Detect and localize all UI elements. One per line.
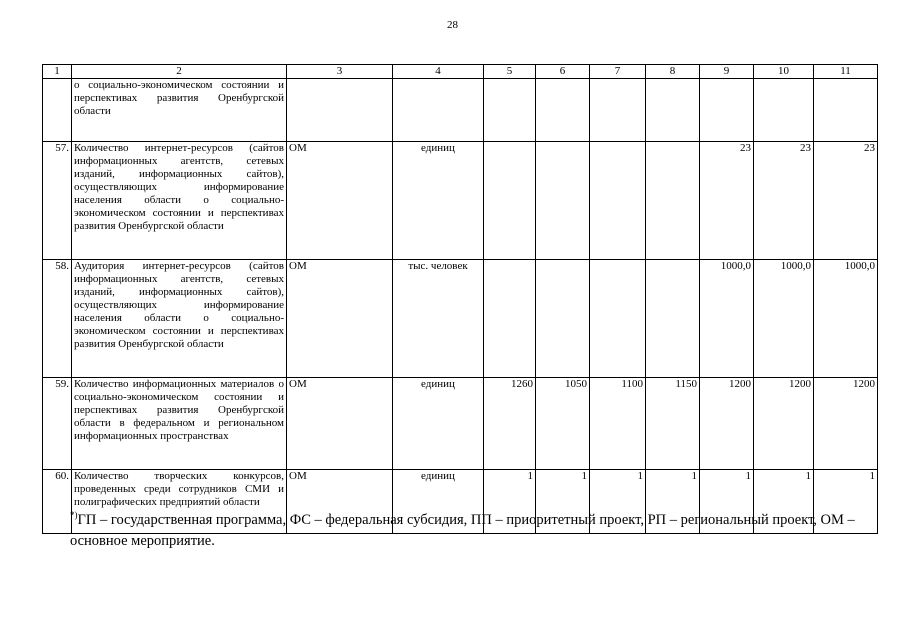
column-header: 3 [287, 65, 393, 79]
row-number: 60. [43, 470, 72, 534]
value-col-5 [484, 260, 536, 378]
footnote-text: ГП – государственная программа, ФС – федеральная субсидия, ПП – приоритетный проект, РП – региональный проект, ОМ – основное мероприятие. [70, 512, 855, 549]
value-col-9: 23 [700, 142, 754, 260]
value-col-10: 23 [754, 142, 814, 260]
indicator-name: Аудитория интернет-ресурсов (сайтов информационных агентств, сетевых изданий, информационных сайтов), осуществляющих информирование населения области о социально-экономическом состоянии и перспективах развития Оренбургской области [72, 260, 287, 378]
column-number-header-row [43, 65, 878, 79]
value-col-8 [646, 142, 700, 260]
column-header: 11 [814, 65, 878, 79]
continuation-row [43, 79, 878, 142]
row-number: 58. [43, 260, 72, 378]
row-number: 57. [43, 142, 72, 260]
indicators-table [42, 64, 878, 534]
value-col-9: 1 [700, 470, 754, 534]
column-header: 9 [700, 65, 754, 79]
column-header: 8 [646, 65, 700, 79]
value-col-11: 23 [814, 142, 878, 260]
indicator-name: Количество интернет-ресурсов (сайтов информационных агентств, сетевых изданий, информационных сайтов), осуществляющих информирование населения области о социально-экономическом состоянии и перспективах развития Оренбургской области [72, 142, 287, 260]
indicator-type: ОМ [287, 260, 393, 378]
row-number: 59. [43, 378, 72, 470]
value-col-8: 1150 [646, 378, 700, 470]
value-col-10: 1000,0 [754, 260, 814, 378]
value-col-10: 1200 [754, 378, 814, 470]
unit: единиц [393, 378, 484, 470]
unit: тыс. человек [393, 260, 484, 378]
value-col-6: 1 [536, 470, 590, 534]
value-col-8: 1 [646, 470, 700, 534]
column-header: 2 [72, 65, 287, 79]
value-col-11: 1200 [814, 378, 878, 470]
footnote-marker: *) [70, 510, 78, 521]
value-col-10: 1 [754, 470, 814, 534]
value-col-11: 1 [814, 470, 878, 534]
value-col-7: 1 [590, 470, 646, 534]
value-col-6 [536, 260, 590, 378]
value-col-7 [590, 142, 646, 260]
column-header: 4 [393, 65, 484, 79]
indicator-type: ОМ [287, 378, 393, 470]
indicator-type: ОМ [287, 470, 393, 534]
continuation-text: о социально-экономическом состоянии и перспективах развития Оренбургской области [72, 79, 287, 142]
column-header: 1 [43, 65, 72, 79]
footnote [70, 510, 870, 552]
value-col-11: 1000,0 [814, 260, 878, 378]
column-header: 5 [484, 65, 536, 79]
table-row [43, 260, 878, 378]
unit: единиц [393, 470, 484, 534]
value-col-8 [646, 260, 700, 378]
page-number: 28 [447, 19, 458, 31]
indicator-name: Количество творческих конкурсов, проведенных среди сотрудников СМИ и полиграфических предприятий области [72, 470, 287, 534]
column-header: 6 [536, 65, 590, 79]
indicator-type: ОМ [287, 142, 393, 260]
value-col-9: 1200 [700, 378, 754, 470]
value-col-5: 1260 [484, 378, 536, 470]
indicator-name: Количество информационных материалов о социально-экономическом состоянии и перспективах развития Оренбургской области в федеральном и региональном информационных пространствах [72, 378, 287, 470]
column-header: 10 [754, 65, 814, 79]
value-col-9: 1000,0 [700, 260, 754, 378]
table-row [43, 142, 878, 260]
value-col-6 [536, 142, 590, 260]
unit: единиц [393, 142, 484, 260]
value-col-5 [484, 142, 536, 260]
value-col-7 [590, 260, 646, 378]
value-col-7: 1100 [590, 378, 646, 470]
value-col-6: 1050 [536, 378, 590, 470]
table-row [43, 378, 878, 470]
column-header: 7 [590, 65, 646, 79]
value-col-5: 1 [484, 470, 536, 534]
